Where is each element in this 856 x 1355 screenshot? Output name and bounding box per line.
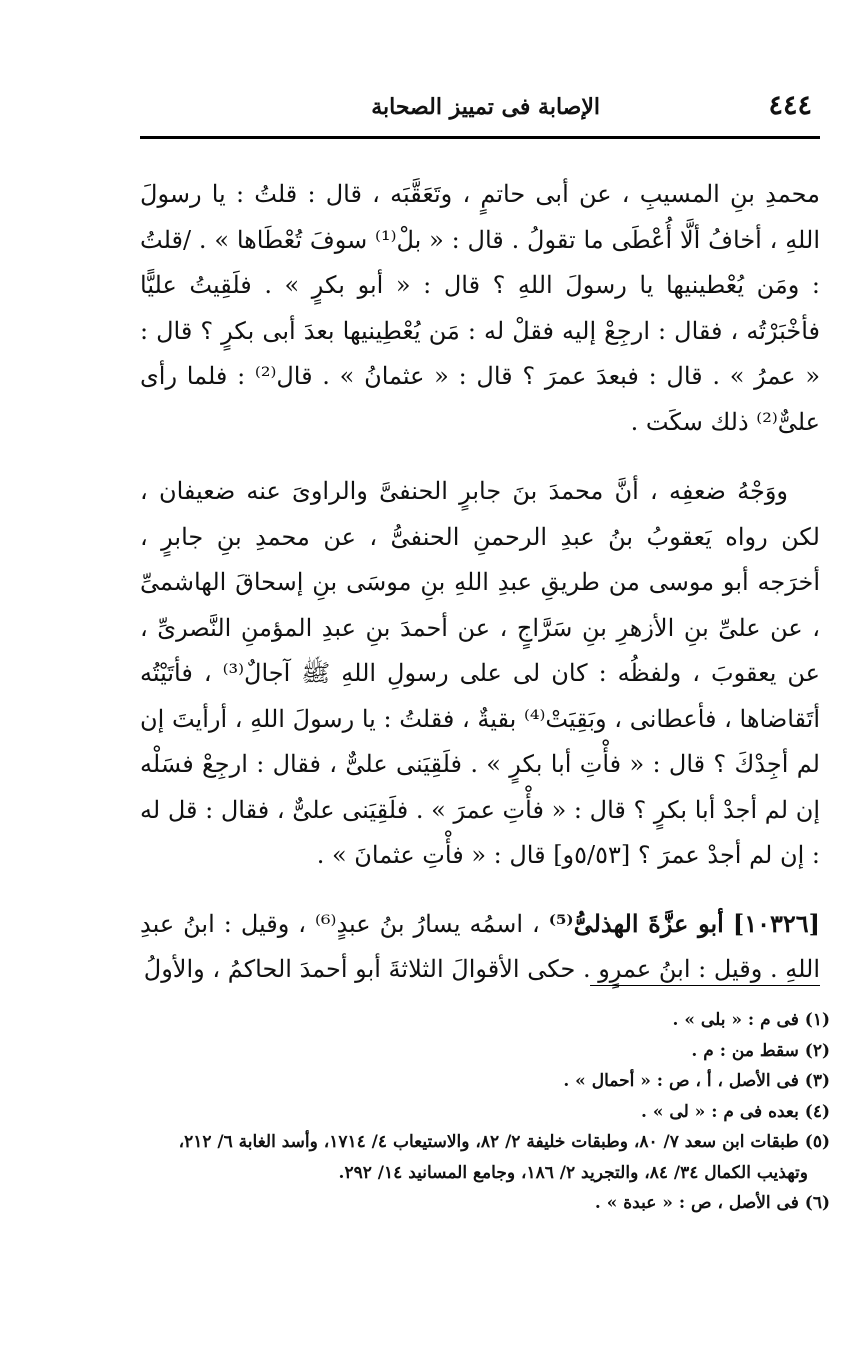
footnote-1: (١) فى م : « بلى » .: [672, 1010, 830, 1030]
footnote-4: (٤) بعده فى م : « لى » .: [641, 1101, 830, 1122]
footnote-3: (٣) فى الأصل ، أ ، ص : « أحمال » .: [563, 1071, 830, 1091]
biography-entry: [140, 901, 820, 993]
running-title: الإصابة فى تمييز الصحابة: [371, 94, 600, 120]
entry-text: ، اسمُه يسارُ بنُ عبدٍ⁽⁶⁾ ، وقيل : ابنُ عبدِ اللهِ . وقيل : ابنُ عمرٍو . حكى الأقوالَ الثلاثةَ أبو أحمدَ الحاكمُ ، والأولُ: [140, 909, 820, 983]
footnote-5: (٥) طبقات ابن سعد ٧/ ٨٠، وطبقات خليفة ٢/ ٨٢، والاستيعاب ٤/ ١٧١٤، وأسد الغابة ٦/ ٢١٢،: [178, 1132, 830, 1152]
header-divider: [140, 136, 820, 139]
page-number: ٤٤٤: [768, 90, 812, 121]
entry-name: أبو عزَّةَ الهذلىُّ⁽⁵⁾: [548, 908, 724, 938]
footnote-5-continued: وتهذيب الكمال ٣٤/ ٨٤، والتجريد ٢/ ١٨٦، وجامع المسانيد ١٤/ ٢٩٢.: [338, 1162, 808, 1183]
page-header: [140, 90, 820, 126]
entry-number: [١٠٣٢٦]: [732, 908, 821, 938]
paragraph-hadith: محمدِ بنِ المسيبِ ، عن أبى حاتمٍ ، وتَعَقَّبَه ، قال : قلتُ : يا رسولَ اللهِ ، أخافُ ألَّا أُعْطَى ما تقولُ . قال : « بلْ⁽¹⁾ سوفَ تُعْطَاها » . /قلتُ : ومَن يُعْطينيها يا رسولَ اللهِ ؟ قال : « أبو بكرٍ » . فلَقِيتُ عليًّا فأخْبَرْتُه ، فقال : ارجِعْ إليه فقلْ له : مَن يُعْطِينيها بعدَ أبى بكرٍ ؟ قال : « عمرُ » . قال : فبعدَ عمرَ ؟ قال : « عثمانُ » . قال⁽²⁾ : فلما رأى علىٌّ⁽²⁾ ذلك سكَت .: [140, 180, 821, 436]
footnote-2: (٢) سقط من : م .: [691, 1040, 830, 1061]
footnotes: [140, 1005, 830, 1219]
main-text: [140, 172, 820, 993]
footnote-divider: [590, 985, 820, 986]
footnote-6: (٦) فى الأصل ، ص : « عبدة » .: [594, 1193, 830, 1213]
paragraph-commentary: ووَجْهُ ضعفِه ، أنَّ محمدَ بنَ جابرٍ الحنفىَّ والراوىَ عنه ضعيفان ، لكن رواه يَعقوبُ بنُ عبدِ الرحمنِ الحنفىُّ ، عن محمدِ بنِ جابرٍ ، أخرَجه أبو موسى من طريقِ عبدِ اللهِ بنِ موسَى بنِ إسحاقَ الهاشمىِّ ، عن علىِّ بنِ الأزهرِ بنِ سَرَّاجٍ ، عن أحمدَ بنِ عبدِ المؤمنِ النَّصرىِّ ، عن يعقوبَ ، ولفظُه : كان لى على رسولِ اللهِ ﷺ آجالٌ⁽³⁾ ، فأتَيْتُه أتَقاضاها ، فأعطانى ، وبَقِيَتْ⁽⁴⁾ بقيةٌ ، فقلتُ : يا رسولَ اللهِ ، أرأيتَ إن لم أجِدْكَ ؟ قال : « فأْتِ أبا بكرٍ » . فلَقِيَنى علىٌّ ، فقال : ارجِعْ فسَلْه إن لم أجدْ أبا بكرٍ ؟ قال : « فأْتِ عمرَ » . فلَقِيَنى علىٌّ ، فقال : قل له : إن لم أجدْ عمرَ ؟ [٥/٥٣و] قال : « فأْتِ عثمانَ » .: [140, 477, 821, 869]
